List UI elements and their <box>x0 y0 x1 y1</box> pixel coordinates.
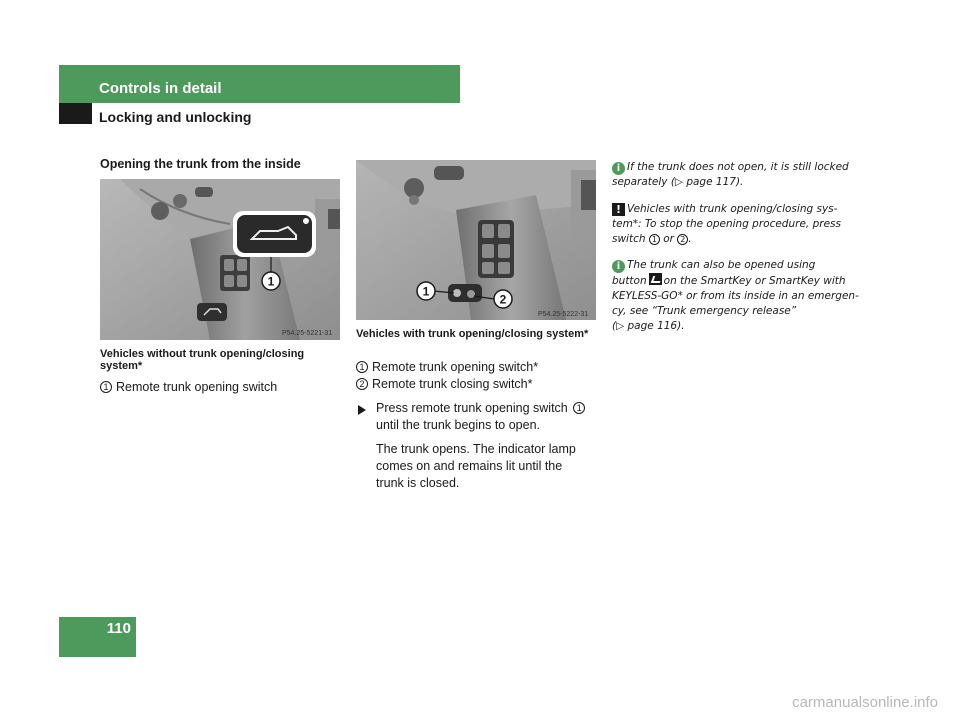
figure-code: P54.25-5222-31 <box>538 311 589 318</box>
door-panel-illustration-2 <box>356 160 596 320</box>
warning-icon: ! <box>612 203 625 216</box>
callout-2: 2 <box>499 292 507 307</box>
chapter-title: Controls in detail <box>99 80 222 97</box>
door-panel-illustration-1 <box>100 179 340 340</box>
column2-item2 <box>356 376 532 393</box>
info-icon: i <box>612 162 625 175</box>
marker-1: 1 <box>356 361 368 373</box>
column1-caption: Vehicles without trunk opening/closing system* <box>100 348 305 372</box>
note-stop-opening: ! Vehicles with trunk opening/closing sys- tem*: To stop the opening procedure, press switch 1 or 2 . <box>612 203 841 245</box>
item-text: Remote trunk closing switch* <box>372 377 533 391</box>
callout-1: 1 <box>267 274 275 289</box>
header-corner-block <box>59 103 92 124</box>
step-bullet <box>358 403 366 420</box>
marker-1: 1 <box>100 381 112 393</box>
callout-1: 1 <box>422 284 430 299</box>
marker-1: 1 <box>649 234 660 245</box>
step-instruction: Press remote trunk opening switch 1 until the trunk begins to open. <box>376 400 606 434</box>
column2-item1 <box>356 359 538 376</box>
figure-without-system <box>100 179 340 340</box>
column2-caption: Vehicles with trunk opening/closing system* <box>356 328 589 340</box>
figure-code: P54.25-5221-31 <box>282 330 333 337</box>
note-smartkey: i The trunk can also be opened using button on the SmartKey or SmartKey with KEYLESS-GO* or from its inside in an emergen- cy, see “Trunk emergency release” (▷ page 116). <box>612 259 859 332</box>
item-text: Remote trunk opening switch* <box>372 360 539 374</box>
info-icon: i <box>612 260 625 273</box>
marker-2: 2 <box>356 378 368 390</box>
step-result: The trunk opens. The indicator lamp comes on and remains lit until the trunk is closed. <box>376 442 576 490</box>
column1-item1 <box>100 379 277 396</box>
watermark: carmanualsonline.info <box>792 694 938 711</box>
item-text: Remote trunk opening switch <box>116 380 278 394</box>
step-arrow-icon <box>358 405 366 415</box>
figure-with-system <box>356 160 596 320</box>
note-trunk-locked: i If the trunk does not open, it is still locked separately (▷ page 117). <box>612 161 849 188</box>
marker-2: 2 <box>677 234 688 245</box>
marker-1: 1 <box>573 402 585 414</box>
column1-heading: Opening the trunk from the inside <box>100 157 301 171</box>
trunk-key-icon <box>649 273 662 285</box>
page-number: 110 <box>106 620 131 637</box>
section-title: Locking and unlocking <box>99 109 252 125</box>
